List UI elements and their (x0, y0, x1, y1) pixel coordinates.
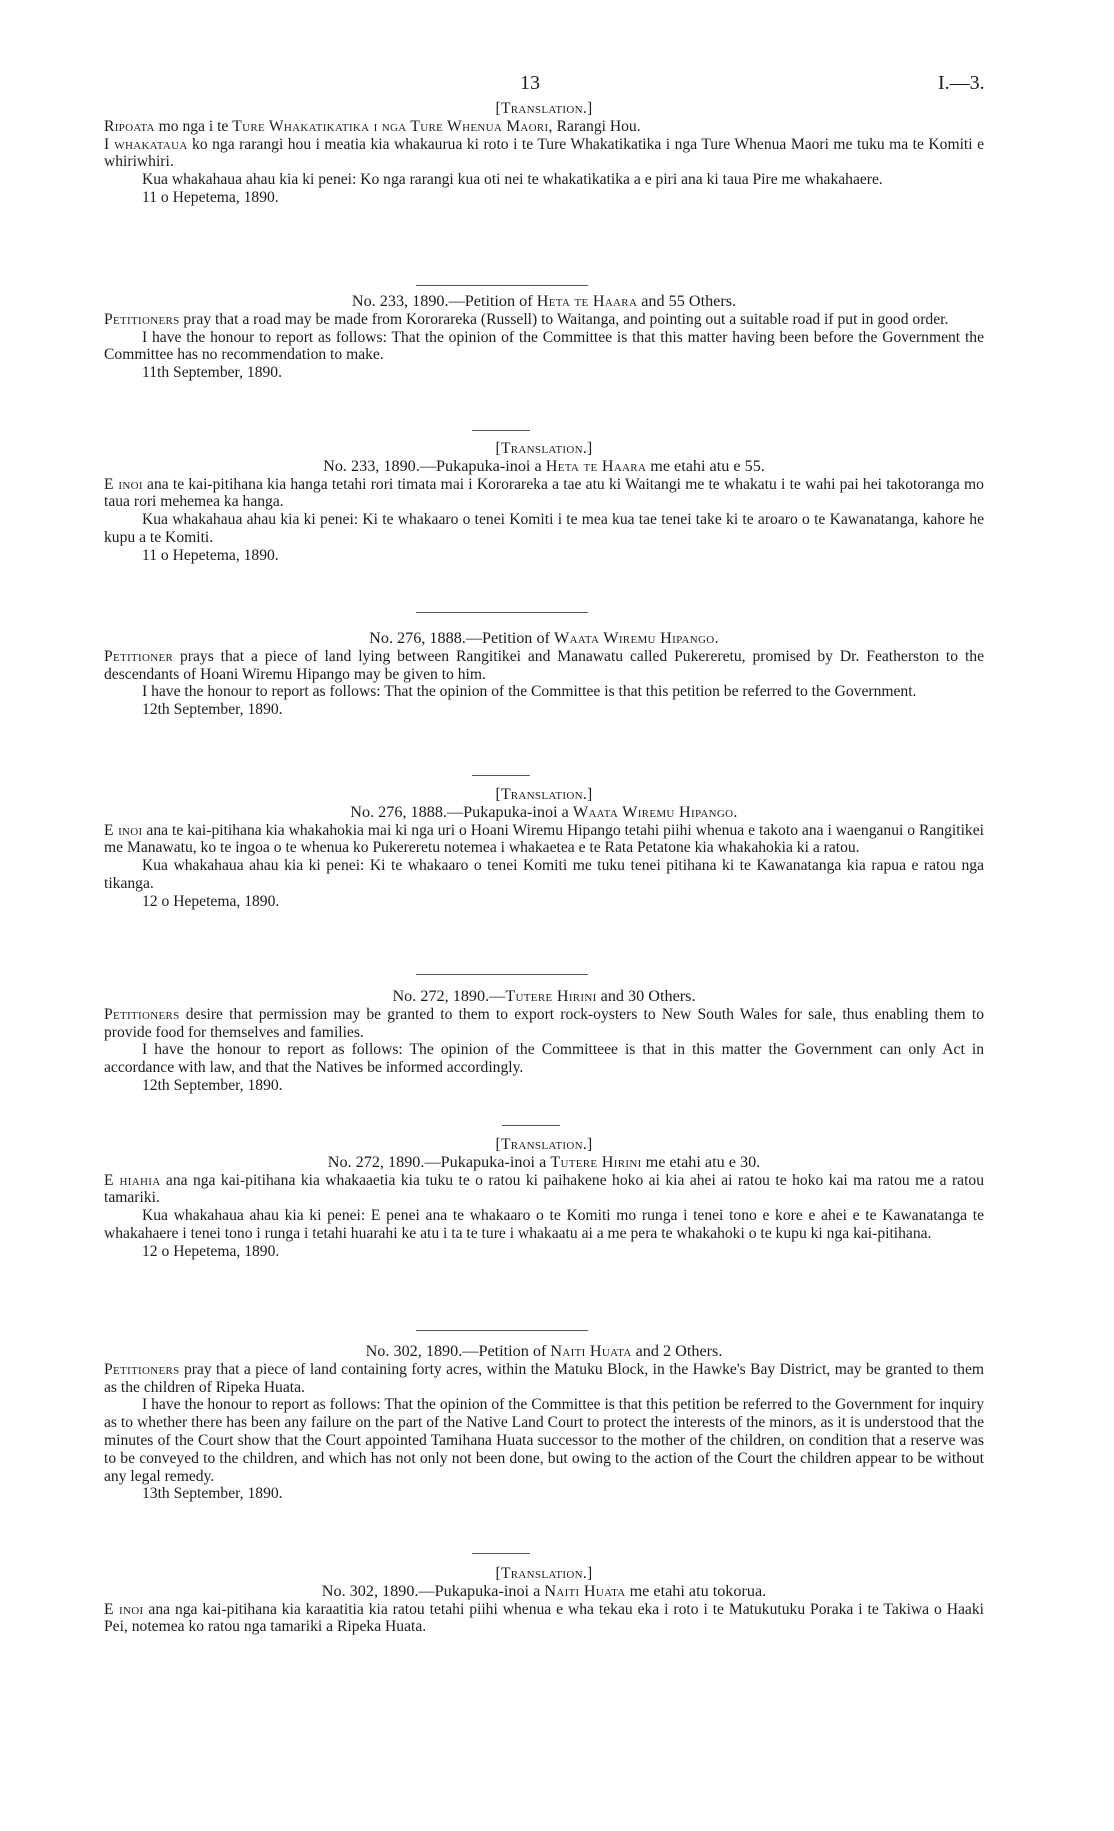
title-text: No. 233, 1890.—Petition of (351, 292, 537, 310)
petitioner-name: Naiti Huata (550, 1342, 632, 1360)
section-petition-276 (104, 630, 984, 719)
translation-label: [Translation.] (495, 440, 593, 457)
section-divider (416, 285, 588, 286)
petitioner-name: Tutere Hirini (550, 1152, 642, 1171)
short-divider (472, 775, 530, 776)
heading-text: mo nga i te (154, 117, 233, 135)
petitioner-name: Waata Wiremu Hipango. (553, 629, 719, 647)
section-petition-272 (104, 988, 984, 1095)
title-text: No. 272, 1890.—Pukapuka-inoi a (327, 1152, 551, 1171)
petition-title (104, 988, 984, 1006)
section-divider (416, 612, 588, 613)
date-line: 12th September, 1890. (142, 701, 283, 719)
title-text: No. 302, 1890.—Petition of (365, 1342, 551, 1360)
title-text: No. 272, 1890.— (392, 987, 506, 1005)
lead-paragraph (104, 311, 984, 329)
lead-smallcaps: Petitioners (104, 1360, 180, 1378)
report-paragraph: I have the honour to report as follows: The opinion of the Committeee is that in this matter the Government can only Act in accordance with law, and that the Natives be informed accordingly. (104, 1041, 984, 1077)
page-number: 13 (520, 72, 540, 94)
petition-title (104, 630, 984, 648)
heading-smallcaps: Ripoata (104, 117, 155, 135)
section-translation-302 (104, 1565, 984, 1636)
section-translation-272 (104, 1136, 984, 1261)
lead-text: ana nga kai-pitihana kia whakaaetia kia tuku te o ratou ki paihakene hoko ai kia ahei ai ratou te hoko kai ma ratou me a ratou tamariki. (104, 1171, 984, 1207)
lead-smallcaps: Petitioner (104, 647, 174, 665)
title-text: No. 302, 1890.—Pukapuka-inoi a (321, 1581, 545, 1600)
short-divider (472, 1553, 530, 1554)
section-divider (416, 1330, 588, 1331)
title-text-end: and 55 Others. (637, 292, 737, 310)
section-divider (416, 974, 588, 975)
lead-paragraph (104, 476, 984, 512)
section-heading (104, 118, 984, 136)
petitioner-name: Naiti Huata (544, 1581, 626, 1600)
lead-paragraph (104, 1361, 984, 1397)
heading-smallcaps-2: Ture Whakatikatika i nga Ture Whenua Maori, (232, 117, 553, 135)
body-paragraph: Kua whakahaua ahau kia ki penei: Ko nga rarangi kua oti nei te whakatikatika a e piri ana ki taua Pire me whakahaere. (142, 171, 883, 189)
lead-smallcaps: Petitioners (104, 1005, 180, 1023)
date-line: 11th September, 1890. (142, 364, 282, 382)
short-divider (502, 1125, 560, 1126)
heading-text-end: Rarangi Hou. (552, 117, 641, 135)
lead-smallcaps: E inoi (104, 1600, 144, 1618)
petition-title (104, 293, 984, 311)
body-paragraph: Kua whakahaua ahau kia ki penei: Ki te whakaaro o tenei Komiti i te mea kua tae tenei take ki te aroaro o te Kawanatanga, kahore he kupu a te Komiti. (104, 511, 984, 546)
date-line: 13th September, 1890. (142, 1485, 283, 1503)
petition-title (104, 1343, 984, 1361)
lead-text: ana te kai-pitihana kia hanga tetahi rori timata mai i Kororareka a tae atu ki Waitangi me te whakatu i te wahi pai hei takotoranga mo taua rori mehemea ka hanga. (104, 475, 984, 511)
lead-text: pray that a piece of land containing forty acres, within the Matuku Block, in the Hawke's Bay District, may be granted to them as the children of Ripeka Huata. (104, 1360, 984, 1396)
title-text: No. 233, 1890.—Pukapuka-inoi a (323, 456, 546, 475)
report-paragraph: I have the honour to report as follows: That the opinion of the Committee is that this petition be referred to the Government for inquiry as to whether there has been any failure on the part of the Native Land Court to protect the interests of the minors, as it is understood that the minutes of the Court show that the Court appointed Tamihana Huata successor to the mother of the children, on condition that a reserve was to be conveyed to the children, and which has not only not been done, but owing to the action of the Court the children appear to be without any legal remedy. (104, 1396, 984, 1485)
title-text-end: me etahi atu e 30. (641, 1152, 761, 1171)
petitioner-name: Tutere Hirini (505, 987, 597, 1005)
lead-smallcaps: E inoi (104, 475, 143, 493)
lead-text: ana te kai-pitihana kia whakahokia mai ki nga uri o Hoani Wiremu Hipango tetahi piihi whenua e takoto ana i waenganui o Rangitikei me Manawatu, ko te ingoa o te whenua ko Pukereretu notemea i whakaetea e te Rata Petatone kia whakahokia ki a ratou. (104, 821, 984, 857)
petitioner-name: Heta te Haara (545, 456, 647, 475)
lead-text: desire that permission may be granted to them to export rock-oysters to New South Wales for sale, thus enabling them to provide food for themselves and families. (104, 1005, 984, 1041)
title-text-end: and 2 Others. (631, 1342, 723, 1360)
translation-label: [Translation.] (495, 1565, 593, 1582)
title-text-end: me etahi atu e 55. (646, 456, 765, 475)
lead-smallcaps: E hiahia (104, 1171, 161, 1189)
lead-text: prays that a piece of land lying between Rangitikei and Manawatu called Pukereretu, promised by Dr. Featherston to the descendants of Hoani Wiremu Hipango may be given to him. (104, 647, 984, 683)
short-divider (472, 430, 530, 431)
petition-title (104, 804, 984, 822)
section-translation-233 (104, 440, 984, 565)
petition-title (104, 1154, 984, 1172)
section-petition-302 (104, 1343, 984, 1503)
lead-text: ko nga rarangi hou i meatia kia whakaurua ki roto i te Ture Whakatikatika i nga Ture Whenua Maori me tuku ma te Komiti e whiriwhiri. (104, 135, 984, 171)
lead-smallcaps: E inoi (104, 821, 143, 839)
document-reference: I.—3. (938, 72, 985, 94)
report-paragraph: I have the honour to report as follows: That the opinion of the Committee is that this matter having been before the Government the Committee has no recommendation to make. (104, 328, 984, 364)
lead-text: ana nga kai-pitihana kia karaatitia kia ratou tetahi piihi whenua e wha tekau eka i roto i te Matukutuku Poraka i te Takiwa o Haaki Pei, notemea ko ratou nga tamariki a Ripeka Huata. (104, 1600, 984, 1636)
translation-label: [Translation.] (495, 1136, 593, 1153)
lead-paragraph (104, 822, 984, 858)
lead-paragraph (104, 1601, 984, 1637)
date-line: 12 o Hepetema, 1890. (142, 892, 280, 910)
lead-paragraph (104, 1006, 984, 1042)
report-paragraph: I have the honour to report as follows: That the opinion of the Committee is that this petition be referred to the Government. (142, 683, 917, 701)
date-line: 11 o Hepetema, 1890. (142, 188, 279, 206)
lead-paragraph (104, 1172, 984, 1208)
date-line: 11 o Hepetema, 1890. (142, 546, 279, 564)
date-line: 12 o Hepetema, 1890. (142, 1242, 280, 1260)
body-paragraph: Kua whakahaua ahau kia ki penei: E penei ana te whakaaro o te Komiti mo runga i tenei tono e kore e ahei e te Kawanatanga te whakahaere i tenei tono i runga i tetahi huarahi ke atu i ta te ture i whakaatu ai a me pera te whakahoki o te kupu ki nga kai-pitihana. (104, 1207, 984, 1242)
translation-label: [Translation.] (495, 100, 593, 117)
petitioner-name: Heta te Haara (536, 292, 638, 310)
petitioner-name: Waata Wiremu Hipango. (572, 802, 738, 821)
section-petition-233 (104, 293, 984, 382)
translation-label: [Translation.] (495, 786, 593, 803)
section-translation-amendment (104, 100, 984, 207)
title-text-end: me etahi atu tokorua. (625, 1581, 767, 1600)
lead-paragraph (104, 136, 984, 172)
title-text-end: and 30 Others. (596, 987, 696, 1005)
title-text: No. 276, 1888.—Petition of (369, 629, 554, 647)
body-paragraph: Kua whakahaua ahau kia ki penei: Ki te whakaaro o tenei Komiti me tuku tenei pitihana ki te Kawanatanga kia rapua e ratou nga tikanga. (104, 857, 984, 892)
lead-paragraph (104, 648, 984, 684)
petition-title (104, 1583, 984, 1601)
section-translation-276 (104, 786, 984, 911)
date-line: 12th September, 1890. (142, 1076, 283, 1094)
lead-smallcaps: I whakataua (104, 135, 188, 153)
lead-text: pray that a road may be made from Kororareka (Russell) to Waitanga, and pointing out a suitable road if put in good order. (179, 310, 949, 328)
title-text: No. 276, 1888.—Pukapuka-inoi a (350, 802, 573, 821)
petition-title (104, 458, 984, 476)
lead-smallcaps: Petitioners (104, 310, 180, 328)
